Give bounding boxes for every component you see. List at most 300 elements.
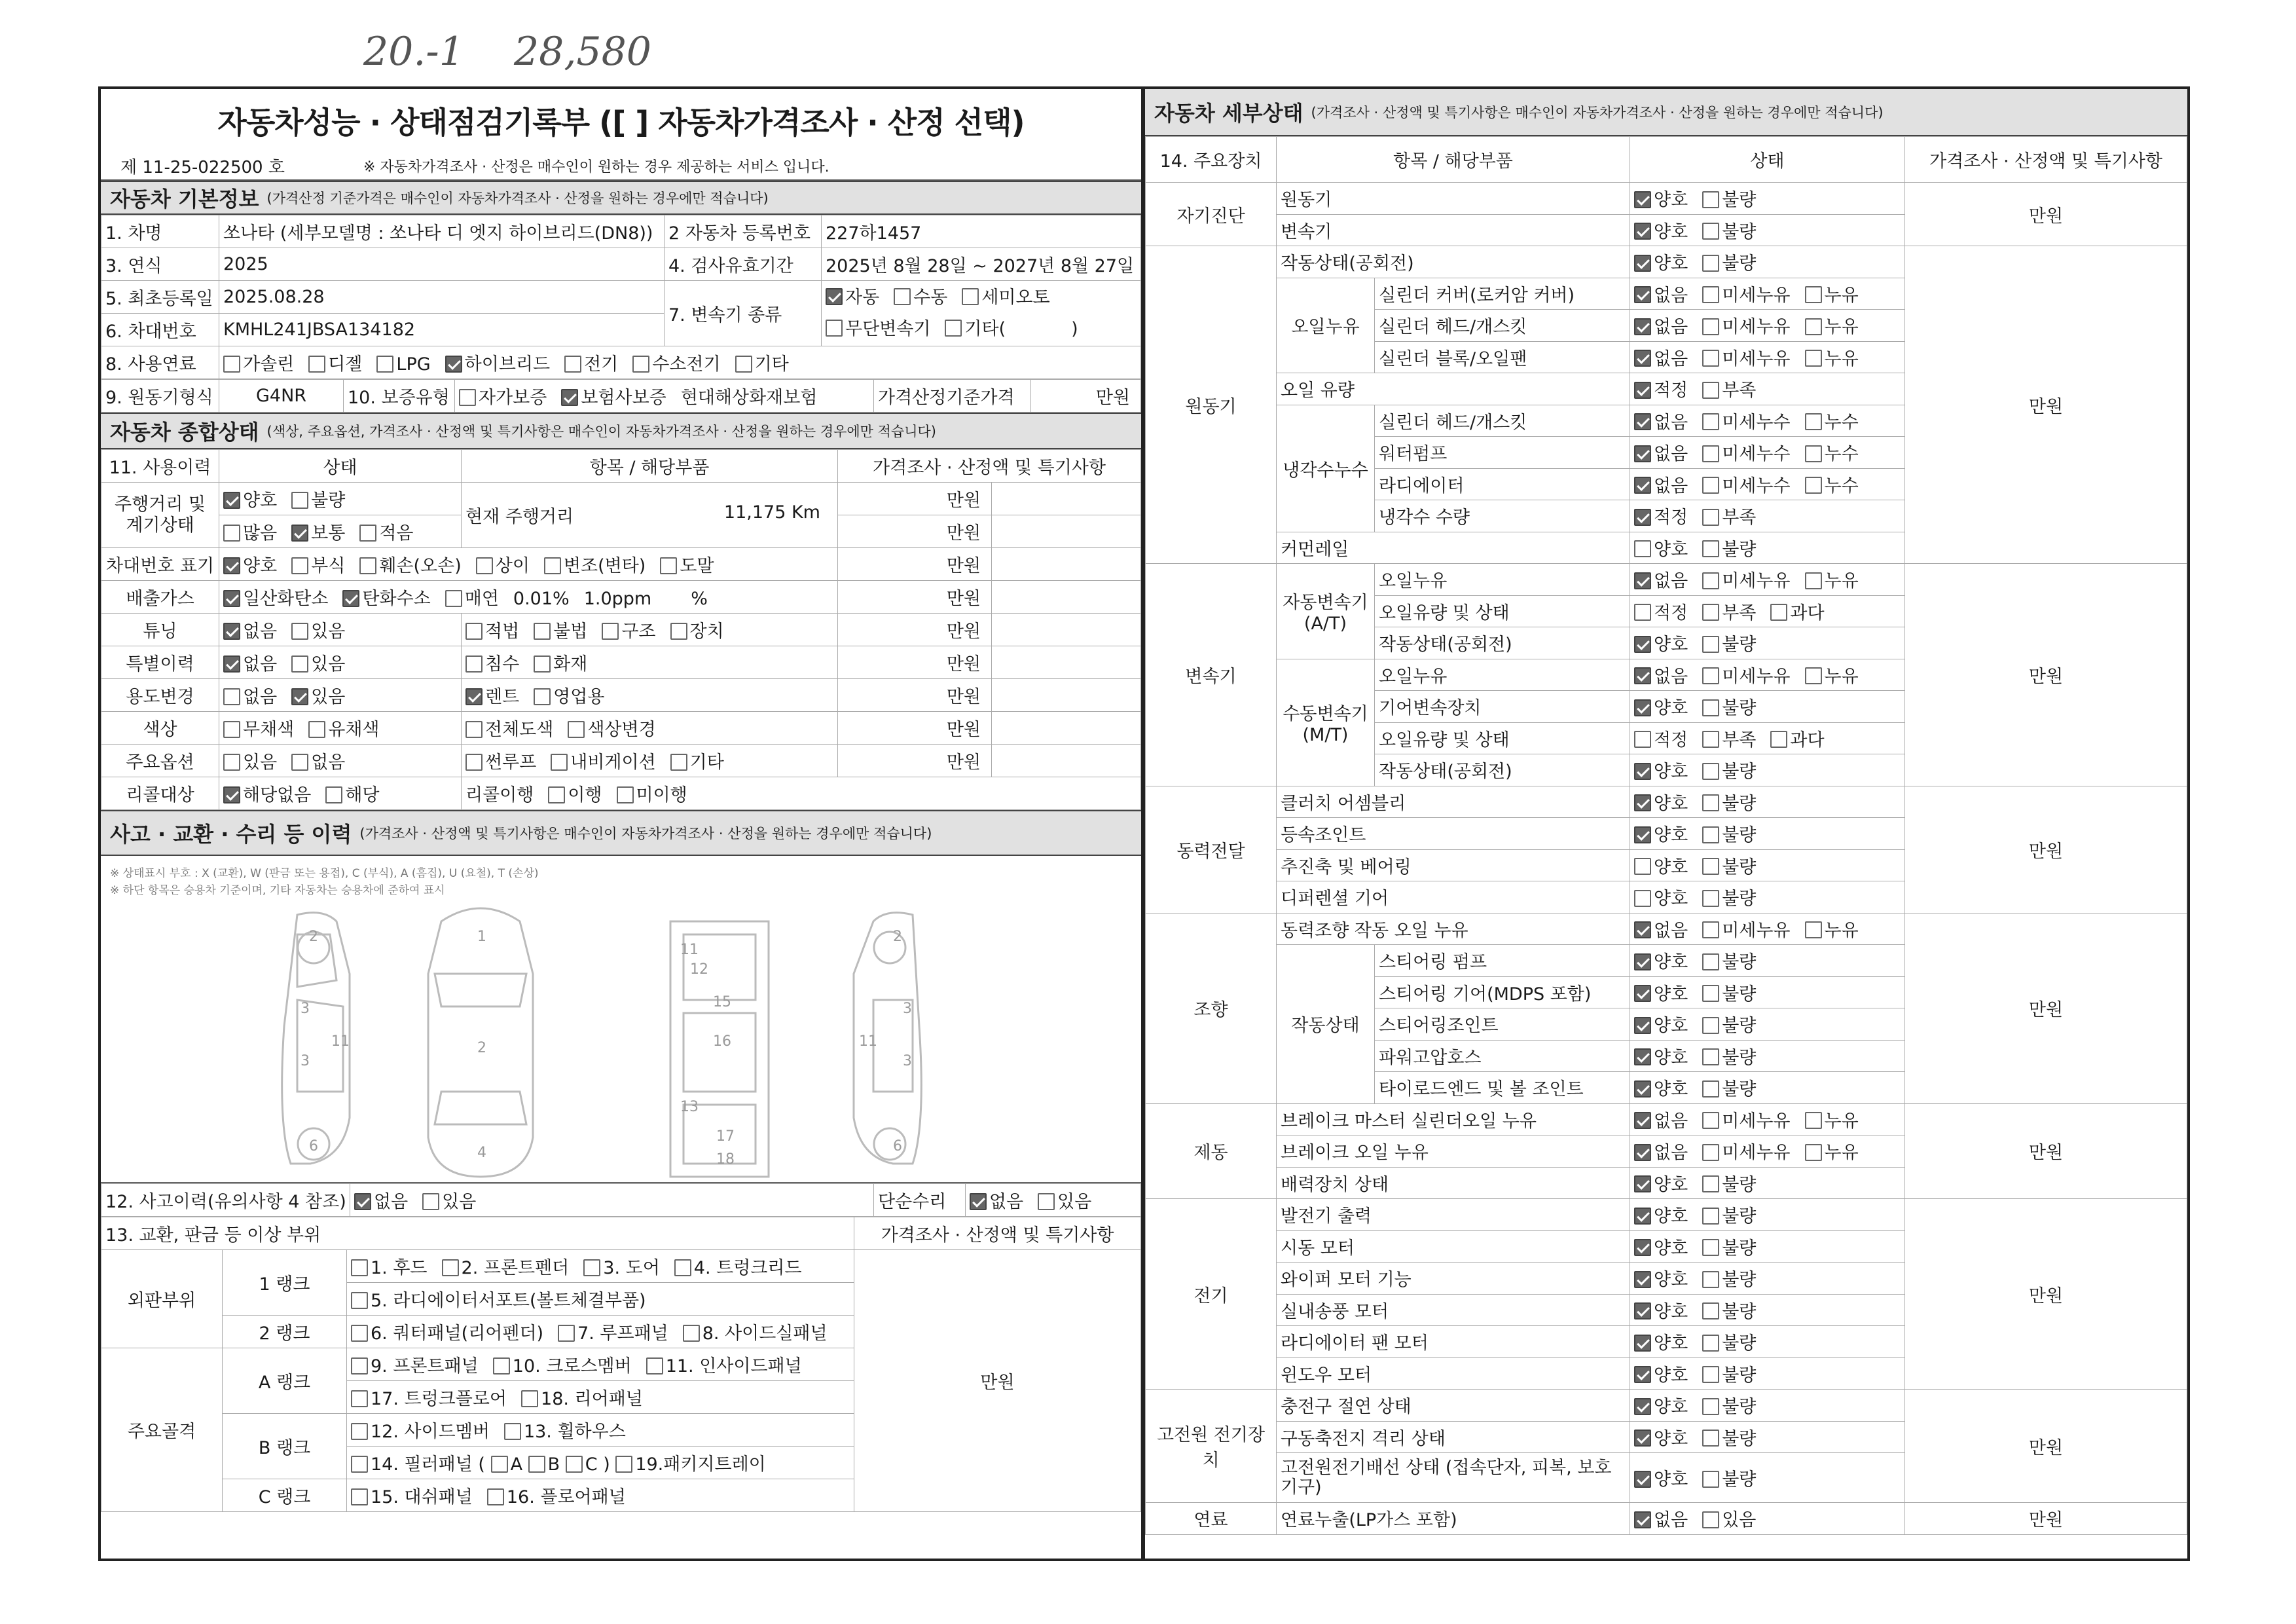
checkbox[interactable] bbox=[1702, 255, 1719, 272]
checkbox[interactable] bbox=[308, 721, 325, 738]
status-label: 부족 bbox=[1722, 602, 1757, 623]
status-label: 누유 bbox=[1824, 348, 1859, 369]
status-label: 미세누수 bbox=[1722, 412, 1791, 433]
checkbox[interactable] bbox=[1702, 572, 1719, 589]
checkbox[interactable] bbox=[894, 288, 911, 305]
svg-text:12: 12 bbox=[690, 961, 708, 978]
opt: 미이행 bbox=[636, 785, 687, 805]
status-option bbox=[1634, 281, 1688, 306]
checkbox-checked[interactable] bbox=[1634, 699, 1651, 716]
status-option bbox=[1702, 757, 1756, 783]
checkbox-checked[interactable] bbox=[1634, 763, 1651, 780]
status-option bbox=[1634, 693, 1688, 719]
checkbox[interactable] bbox=[962, 288, 979, 305]
checkbox[interactable] bbox=[1702, 794, 1719, 811]
checkbox[interactable] bbox=[223, 754, 240, 771]
status-option bbox=[1702, 662, 1790, 688]
item-e2: 실린더 커버(로커암 커버) bbox=[1375, 278, 1630, 310]
checkbox[interactable] bbox=[291, 754, 308, 771]
opt: 없음 bbox=[989, 1192, 1024, 1212]
checkbox-checked[interactable] bbox=[1634, 572, 1651, 589]
checkbox-checked[interactable] bbox=[1634, 1366, 1651, 1383]
warranty-label: 10. 보증유형 bbox=[344, 380, 455, 413]
svg-text:15: 15 bbox=[713, 994, 731, 1010]
col-usage-history: 11. 사용이력 bbox=[101, 450, 219, 483]
current-mileage-label: 현재 주행거리 bbox=[465, 507, 574, 527]
checkbox-checked[interactable] bbox=[1634, 1398, 1651, 1415]
checkbox-checked[interactable] bbox=[1634, 223, 1651, 240]
handwritten-note-2: 28,580 bbox=[514, 29, 651, 75]
checkbox-checked[interactable] bbox=[1634, 921, 1651, 938]
status-el4 bbox=[1630, 1294, 1905, 1326]
status-option bbox=[1634, 853, 1688, 878]
checkbox[interactable] bbox=[1702, 953, 1719, 970]
checkbox[interactable] bbox=[351, 1488, 368, 1505]
checkbox[interactable] bbox=[1702, 1271, 1719, 1288]
checkbox[interactable] bbox=[615, 1456, 632, 1473]
checkbox[interactable] bbox=[1805, 445, 1822, 462]
basic-info-title: 자동차 기본정보 bbox=[110, 187, 259, 212]
checkbox[interactable] bbox=[1702, 445, 1719, 462]
status-label: 없음 bbox=[1654, 920, 1688, 941]
status-s4 bbox=[1630, 1008, 1905, 1041]
checkbox[interactable] bbox=[1634, 604, 1651, 621]
checkbox[interactable] bbox=[1702, 477, 1719, 494]
checkbox-checked[interactable] bbox=[291, 688, 308, 705]
opt: 구조 bbox=[621, 621, 656, 642]
checkbox[interactable] bbox=[491, 1456, 508, 1473]
checkbox-checked[interactable] bbox=[1634, 826, 1651, 843]
checkbox-checked[interactable] bbox=[223, 492, 240, 509]
checkbox-checked[interactable] bbox=[1634, 1471, 1651, 1488]
checkbox-checked[interactable] bbox=[1634, 953, 1651, 970]
checkbox[interactable] bbox=[465, 754, 483, 771]
checkbox[interactable] bbox=[504, 1423, 521, 1440]
opt: 상이 bbox=[495, 556, 530, 576]
checkbox[interactable] bbox=[1702, 1080, 1719, 1098]
status-option bbox=[1702, 1297, 1756, 1323]
checkbox[interactable] bbox=[1805, 318, 1822, 335]
checkbox[interactable] bbox=[359, 525, 376, 542]
status-f1 bbox=[1630, 1503, 1905, 1535]
status-label: 불량 bbox=[1722, 253, 1757, 274]
checkbox[interactable] bbox=[528, 1456, 545, 1473]
svg-text:11: 11 bbox=[859, 1033, 877, 1050]
checkbox[interactable] bbox=[476, 557, 493, 574]
checkbox[interactable] bbox=[735, 356, 752, 373]
checkbox[interactable] bbox=[223, 721, 240, 738]
opt: 무채색 bbox=[243, 720, 295, 740]
checkbox-checked[interactable] bbox=[223, 590, 240, 607]
fuel-other: 기타 bbox=[754, 354, 789, 375]
status-option bbox=[1702, 408, 1790, 434]
svg-text:11: 11 bbox=[331, 1033, 350, 1050]
checkbox-checked[interactable] bbox=[970, 1193, 987, 1210]
checkbox[interactable] bbox=[1702, 191, 1719, 208]
status-label: 적정 bbox=[1654, 729, 1688, 750]
detail-title: 자동차 세부상태 bbox=[1154, 101, 1303, 126]
status-option bbox=[1634, 662, 1688, 688]
checkbox[interactable] bbox=[1805, 572, 1822, 589]
checkbox[interactable] bbox=[1702, 1144, 1719, 1161]
status-e5 bbox=[1630, 373, 1905, 405]
checkbox[interactable] bbox=[683, 1325, 700, 1342]
checkbox[interactable] bbox=[1702, 826, 1719, 843]
checkbox[interactable] bbox=[223, 525, 240, 542]
checkbox[interactable] bbox=[583, 1259, 600, 1276]
item-s2: 스티어링 펌프 bbox=[1375, 945, 1630, 977]
status-label: 누유 bbox=[1824, 571, 1859, 592]
checkbox-checked[interactable] bbox=[465, 688, 483, 705]
checkbox[interactable] bbox=[351, 1456, 368, 1473]
subgroup-op: 작동상태 bbox=[1277, 945, 1375, 1104]
checkbox-checked[interactable] bbox=[1634, 255, 1651, 272]
status-option bbox=[1805, 1107, 1859, 1132]
checkbox[interactable] bbox=[632, 356, 649, 373]
opt: 유채색 bbox=[328, 720, 380, 740]
price-unit-steer: 만원 bbox=[1905, 913, 2187, 1103]
checkbox-checked[interactable] bbox=[1634, 477, 1651, 494]
checkbox[interactable] bbox=[1702, 1112, 1719, 1129]
checkbox[interactable] bbox=[564, 356, 581, 373]
checkbox[interactable] bbox=[1702, 1430, 1719, 1447]
recall-done bbox=[462, 777, 1141, 810]
opt: 없음 bbox=[243, 621, 278, 642]
part: 2. 프론트펜더 bbox=[461, 1258, 570, 1278]
checkbox[interactable] bbox=[646, 1357, 663, 1375]
checkbox[interactable] bbox=[674, 1259, 691, 1276]
checkbox[interactable] bbox=[1702, 318, 1719, 335]
opt: 일산화탄소 bbox=[243, 589, 329, 609]
checkbox[interactable] bbox=[660, 557, 677, 574]
checkbox[interactable] bbox=[459, 389, 476, 406]
rank2-row bbox=[347, 1316, 854, 1348]
checkbox[interactable] bbox=[493, 1357, 510, 1375]
checkbox[interactable] bbox=[1702, 636, 1719, 653]
status-label: 양호 bbox=[1654, 1270, 1688, 1291]
checkbox-checked[interactable] bbox=[223, 786, 240, 803]
checkbox-checked[interactable] bbox=[1634, 1017, 1651, 1034]
transmission-options bbox=[822, 281, 1141, 346]
status-option bbox=[1634, 1392, 1688, 1418]
opt-normal: 보통 bbox=[311, 523, 346, 544]
checkbox[interactable] bbox=[1770, 604, 1787, 621]
opt: 있음 bbox=[311, 621, 346, 642]
checkbox[interactable] bbox=[1702, 1302, 1719, 1320]
checkbox[interactable] bbox=[568, 721, 585, 738]
checkbox-checked[interactable] bbox=[1634, 1208, 1651, 1225]
checkbox[interactable] bbox=[1702, 350, 1719, 367]
status-label: 불량 bbox=[1722, 1238, 1757, 1259]
checkbox[interactable] bbox=[945, 320, 962, 337]
status-label: 양호 bbox=[1654, 1397, 1688, 1418]
checkbox-checked[interactable] bbox=[1634, 445, 1651, 462]
status-option bbox=[1702, 281, 1790, 306]
checkbox[interactable] bbox=[558, 1325, 575, 1342]
trans-semi: 세미오토 bbox=[981, 287, 1050, 308]
status-label: 없음 bbox=[1654, 412, 1688, 433]
checkbox[interactable] bbox=[1634, 858, 1651, 875]
detail-note: (가격조사 · 산정액 및 특기사항은 매수인이 자동차가격조사 · 산정을 원하는 경우에만 적습니다) bbox=[1311, 105, 1884, 120]
checkbox[interactable] bbox=[291, 557, 308, 574]
subgroup-mt: 수동변속기 (M/T) bbox=[1277, 659, 1375, 786]
checkbox[interactable] bbox=[1038, 1193, 1055, 1210]
checkbox-checked[interactable] bbox=[223, 623, 240, 640]
checkbox[interactable] bbox=[1702, 731, 1719, 748]
price-unit: 만원 bbox=[838, 679, 992, 712]
emission-smoke: % bbox=[691, 589, 708, 609]
checkbox[interactable] bbox=[465, 721, 483, 738]
checkbox[interactable] bbox=[521, 1390, 538, 1407]
checkbox[interactable] bbox=[1702, 763, 1719, 780]
checkbox-checked[interactable] bbox=[1634, 1511, 1651, 1528]
item-e7: 워터펌프 bbox=[1375, 437, 1630, 469]
trans-cvt: 무단변속기 bbox=[845, 318, 931, 339]
checkbox[interactable] bbox=[1702, 1335, 1719, 1352]
checkbox[interactable] bbox=[1805, 286, 1822, 303]
status-label: 불량 bbox=[1722, 539, 1757, 560]
price-unit-trans: 만원 bbox=[1905, 564, 2187, 786]
checkbox[interactable] bbox=[670, 754, 687, 771]
status-label: 양호 bbox=[1654, 539, 1688, 560]
checkbox[interactable] bbox=[351, 1259, 368, 1276]
checkbox[interactable] bbox=[1702, 1048, 1719, 1065]
checkbox-checked[interactable] bbox=[1634, 413, 1651, 430]
checkbox-checked[interactable] bbox=[1634, 1144, 1651, 1161]
checkbox[interactable] bbox=[1805, 413, 1822, 430]
checkbox[interactable] bbox=[465, 655, 483, 673]
svg-text:1: 1 bbox=[477, 929, 486, 945]
checkbox[interactable] bbox=[1702, 604, 1719, 621]
status-option bbox=[1634, 503, 1688, 528]
detail-table bbox=[1145, 136, 2187, 1535]
status-option bbox=[1805, 662, 1859, 688]
checkbox[interactable] bbox=[602, 623, 619, 640]
special-history-part bbox=[462, 646, 838, 679]
checkbox-checked[interactable] bbox=[1634, 794, 1651, 811]
checkbox-checked[interactable] bbox=[1634, 1302, 1651, 1320]
checkbox[interactable] bbox=[1702, 1208, 1719, 1225]
opt-bad: 불량 bbox=[311, 490, 346, 511]
checkbox[interactable] bbox=[422, 1193, 439, 1210]
checkbox-checked[interactable] bbox=[291, 525, 308, 542]
checkbox[interactable] bbox=[1634, 731, 1651, 748]
status-label: 불량 bbox=[1722, 1333, 1757, 1354]
status-t6 bbox=[1630, 722, 1905, 754]
checkbox[interactable] bbox=[826, 320, 843, 337]
checkbox[interactable] bbox=[351, 1423, 368, 1440]
checkbox[interactable] bbox=[1702, 540, 1719, 557]
checkbox[interactable] bbox=[1805, 477, 1822, 494]
status-label: 불량 bbox=[1722, 762, 1757, 783]
checkbox-checked[interactable] bbox=[1634, 1271, 1651, 1288]
checkbox[interactable] bbox=[1702, 1366, 1719, 1383]
checkbox[interactable] bbox=[1702, 667, 1719, 684]
checkbox-checked[interactable] bbox=[1634, 1335, 1651, 1352]
checkbox[interactable] bbox=[544, 557, 561, 574]
checkbox[interactable] bbox=[670, 623, 687, 640]
status-el3 bbox=[1630, 1263, 1905, 1295]
checkbox-checked[interactable] bbox=[1634, 636, 1651, 653]
checkbox-checked[interactable] bbox=[826, 288, 843, 305]
checkbox-checked[interactable] bbox=[561, 389, 578, 406]
item-el5: 라디에이터 팬 모터 bbox=[1277, 1326, 1630, 1358]
item-e10: 커먼레일 bbox=[1277, 532, 1630, 564]
status-label: 양호 bbox=[1654, 793, 1688, 814]
tuning-part bbox=[462, 614, 838, 646]
checkbox[interactable] bbox=[223, 688, 240, 705]
status-option bbox=[1634, 1011, 1688, 1037]
trans-manual: 수동 bbox=[913, 287, 948, 308]
checkbox[interactable] bbox=[308, 356, 325, 373]
fuel-hydrogen: 수소전기 bbox=[652, 354, 721, 375]
checkbox[interactable] bbox=[291, 623, 308, 640]
status-label: 양호 bbox=[1654, 1428, 1688, 1449]
opt: 불법 bbox=[553, 621, 588, 642]
checkbox[interactable] bbox=[1702, 1017, 1719, 1034]
checkbox[interactable] bbox=[1805, 1144, 1822, 1161]
checkbox[interactable] bbox=[1702, 858, 1719, 875]
checkbox-checked[interactable] bbox=[1634, 1048, 1651, 1065]
checkbox[interactable] bbox=[223, 356, 240, 373]
checkbox[interactable] bbox=[291, 655, 308, 673]
checkbox-checked[interactable] bbox=[223, 557, 240, 574]
status-option bbox=[1634, 980, 1688, 1005]
item-e8: 라디에이터 bbox=[1375, 468, 1630, 500]
price-unit-hv: 만원 bbox=[1905, 1390, 2187, 1503]
status-option bbox=[1702, 853, 1756, 878]
checkbox[interactable] bbox=[1702, 509, 1719, 526]
checkbox[interactable] bbox=[351, 1292, 368, 1309]
checkbox-checked[interactable] bbox=[445, 356, 462, 373]
status-option bbox=[1634, 1107, 1688, 1132]
status-option bbox=[1702, 1329, 1756, 1354]
status-d1 bbox=[1630, 183, 1905, 215]
emission-options bbox=[219, 581, 838, 614]
checkbox[interactable] bbox=[442, 1259, 459, 1276]
checkbox[interactable] bbox=[1805, 1112, 1822, 1129]
checkbox[interactable] bbox=[1702, 1511, 1719, 1528]
checkbox[interactable] bbox=[291, 492, 308, 509]
status-el6 bbox=[1630, 1357, 1905, 1390]
checkbox[interactable] bbox=[351, 1390, 368, 1407]
checkbox[interactable] bbox=[1770, 731, 1787, 748]
opt: 화재 bbox=[553, 654, 588, 674]
checkbox[interactable] bbox=[487, 1488, 504, 1505]
checkbox-checked[interactable] bbox=[1634, 1112, 1651, 1129]
checkbox[interactable] bbox=[1702, 286, 1719, 303]
status-option bbox=[1805, 566, 1859, 592]
checkbox-checked[interactable] bbox=[342, 590, 359, 607]
checkbox-checked[interactable] bbox=[1634, 1239, 1651, 1256]
checkbox[interactable] bbox=[1702, 699, 1719, 716]
status-label: 누수 bbox=[1824, 444, 1859, 465]
rankA-row-2 bbox=[347, 1381, 854, 1414]
checkbox-checked[interactable] bbox=[1634, 191, 1651, 208]
checkbox[interactable] bbox=[325, 786, 342, 803]
status-b3 bbox=[1630, 1167, 1905, 1199]
checkbox[interactable] bbox=[1634, 540, 1651, 557]
checkbox[interactable] bbox=[548, 786, 565, 803]
checkbox-checked[interactable] bbox=[1634, 350, 1651, 367]
checkbox[interactable] bbox=[534, 623, 551, 640]
part: 13. 휠하우스 bbox=[523, 1422, 626, 1442]
item-s1: 동력조향 작동 오일 누유 bbox=[1277, 913, 1630, 945]
checkbox[interactable] bbox=[1702, 890, 1719, 907]
status-option bbox=[1634, 884, 1688, 910]
checkbox[interactable] bbox=[376, 356, 393, 373]
accident-note: (가격조사 · 산정액 및 특기사항은 매수인이 자동차가격조사 · 산정을 원하는 경우에만 적습니다) bbox=[359, 826, 932, 841]
status-option bbox=[1702, 1392, 1756, 1418]
item-s3: 스티어링 기어(MDPS 포함) bbox=[1375, 976, 1630, 1008]
item-t1: 오일누유 bbox=[1375, 564, 1630, 596]
checkbox[interactable] bbox=[351, 1357, 368, 1375]
status-label: 불량 bbox=[1722, 889, 1757, 910]
svg-text:2: 2 bbox=[893, 929, 902, 945]
checkbox-checked[interactable] bbox=[1634, 985, 1651, 1002]
checkbox[interactable] bbox=[445, 590, 462, 607]
checkbox[interactable] bbox=[534, 655, 551, 673]
checkbox-checked[interactable] bbox=[1634, 1175, 1651, 1192]
main-option-part bbox=[462, 745, 838, 777]
checkbox[interactable] bbox=[351, 1325, 368, 1342]
checkbox[interactable] bbox=[1702, 1471, 1719, 1488]
accident-title: 사고 · 교환 · 수리 등 이력 bbox=[110, 822, 352, 847]
transmission-label: 7. 변속기 종류 bbox=[665, 281, 822, 346]
checkbox[interactable] bbox=[534, 688, 551, 705]
checkbox-checked[interactable] bbox=[1634, 509, 1651, 526]
checkbox-checked[interactable] bbox=[1634, 1430, 1651, 1447]
checkbox[interactable] bbox=[617, 786, 634, 803]
status-option bbox=[1702, 566, 1790, 592]
status-t7 bbox=[1630, 754, 1905, 786]
checkbox-checked[interactable] bbox=[1634, 1080, 1651, 1098]
item-p1: 클러치 어셈블리 bbox=[1277, 786, 1630, 818]
checkbox[interactable] bbox=[1702, 413, 1719, 430]
part: 1. 후드 bbox=[371, 1258, 428, 1278]
checkbox[interactable] bbox=[1702, 1175, 1719, 1192]
status-option bbox=[1634, 1265, 1688, 1291]
status-option bbox=[1805, 916, 1859, 942]
checkbox[interactable] bbox=[1702, 1239, 1719, 1256]
checkbox-checked[interactable] bbox=[1634, 318, 1651, 335]
checkbox-checked[interactable] bbox=[223, 655, 240, 673]
checkbox[interactable] bbox=[465, 623, 483, 640]
checkbox[interactable] bbox=[1702, 1398, 1719, 1415]
opt-many: 많음 bbox=[243, 523, 278, 544]
checkbox[interactable] bbox=[551, 754, 568, 771]
opt: 훼손(오손) bbox=[379, 556, 462, 576]
checkbox[interactable] bbox=[1634, 890, 1651, 907]
price-unit: 만원 bbox=[838, 515, 992, 548]
checkbox[interactable] bbox=[1702, 223, 1719, 240]
checkbox[interactable] bbox=[1805, 350, 1822, 367]
checkbox[interactable] bbox=[1805, 921, 1822, 938]
checkbox[interactable] bbox=[359, 557, 376, 574]
checkbox[interactable] bbox=[1702, 985, 1719, 1002]
checkbox-checked[interactable] bbox=[1634, 382, 1651, 399]
checkbox[interactable] bbox=[566, 1456, 583, 1473]
checkbox-checked[interactable] bbox=[1634, 667, 1651, 684]
checkbox[interactable] bbox=[1805, 667, 1822, 684]
checkbox-checked[interactable] bbox=[354, 1193, 371, 1210]
checkbox[interactable] bbox=[1702, 921, 1719, 938]
checkbox[interactable] bbox=[1702, 382, 1719, 399]
checkbox-checked[interactable] bbox=[1634, 286, 1651, 303]
status-t4 bbox=[1630, 659, 1905, 691]
status-b1 bbox=[1630, 1103, 1905, 1135]
status-label: 불량 bbox=[1722, 1206, 1757, 1227]
